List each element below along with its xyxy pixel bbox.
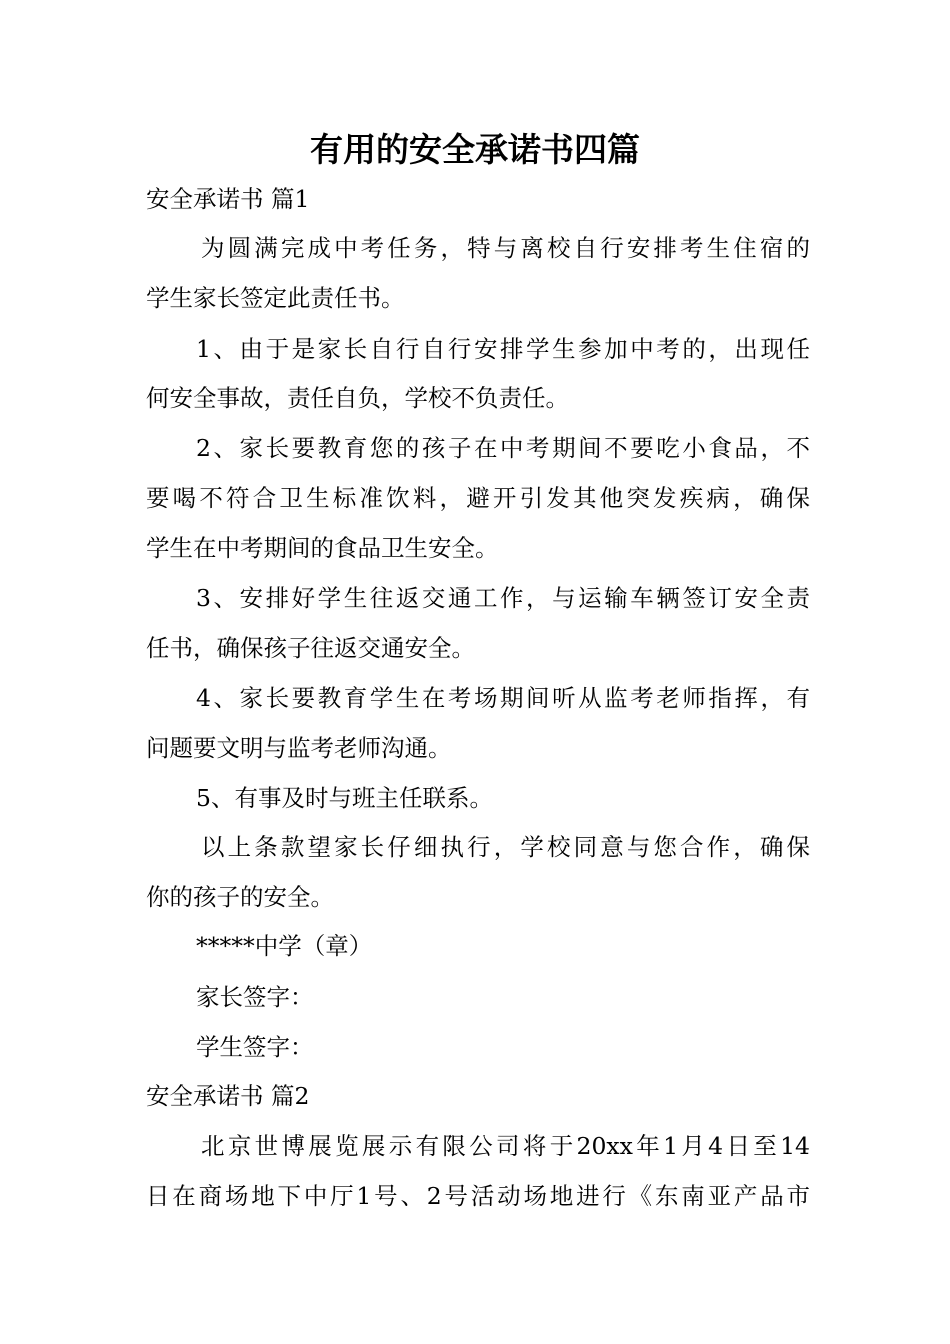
student-signature-line: 学生签字：	[196, 1033, 314, 1061]
paragraph-line: 何安全事故，责任自负，学校不负责任。	[146, 384, 569, 412]
section-heading-1: 安全承诺书 篇1	[146, 185, 310, 213]
paragraph-line: 1、由于是家长自行自行安排学生参加中考的，出现任	[196, 335, 810, 363]
paragraph-line: 学生在中考期间的食品卫生安全。	[146, 534, 499, 562]
section-heading-2: 安全承诺书 篇2	[146, 1082, 310, 1110]
document-title: 有用的安全承诺书四篇	[310, 130, 640, 169]
paragraph-line: 以上条款望家长仔细执行，学校同意与您合作，确保	[201, 833, 810, 861]
paragraph-line: 要喝不符合卫生标准饮料，避开引发其他突发疾病，确保	[146, 484, 810, 512]
paragraph-line: 任书，确保孩子往返交通安全。	[146, 634, 475, 662]
paragraph-line: 北京世博展览展示有限公司将于20xx年1月4日至14	[201, 1132, 810, 1160]
paragraph-line: 学生家长签定此责任书。	[146, 284, 405, 312]
paragraph-line: 4、家长要教育学生在考场期间听从监考老师指挥，有	[196, 684, 810, 712]
paragraph-line: 问题要文明与监考老师沟通。	[146, 734, 452, 762]
paragraph-line: 为圆满完成中考任务，特与离校自行安排考生住宿的	[201, 234, 810, 262]
paragraph-line: 日在商场地下中厅1号、2号活动场地进行《东南亚产品市	[146, 1182, 810, 1210]
paragraph-line: 你的孩子的安全。	[146, 883, 334, 911]
school-seal-line: *****中学（章）	[196, 932, 373, 960]
paragraph-line: 5、有事及时与班主任联系。	[196, 784, 493, 812]
parent-signature-line: 家长签字：	[196, 983, 314, 1011]
paragraph-line: 3、安排好学生往返交通工作，与运输车辆签订安全责	[196, 584, 810, 612]
paragraph-line: 2、家长要教育您的孩子在中考期间不要吃小食品，不	[196, 434, 810, 462]
